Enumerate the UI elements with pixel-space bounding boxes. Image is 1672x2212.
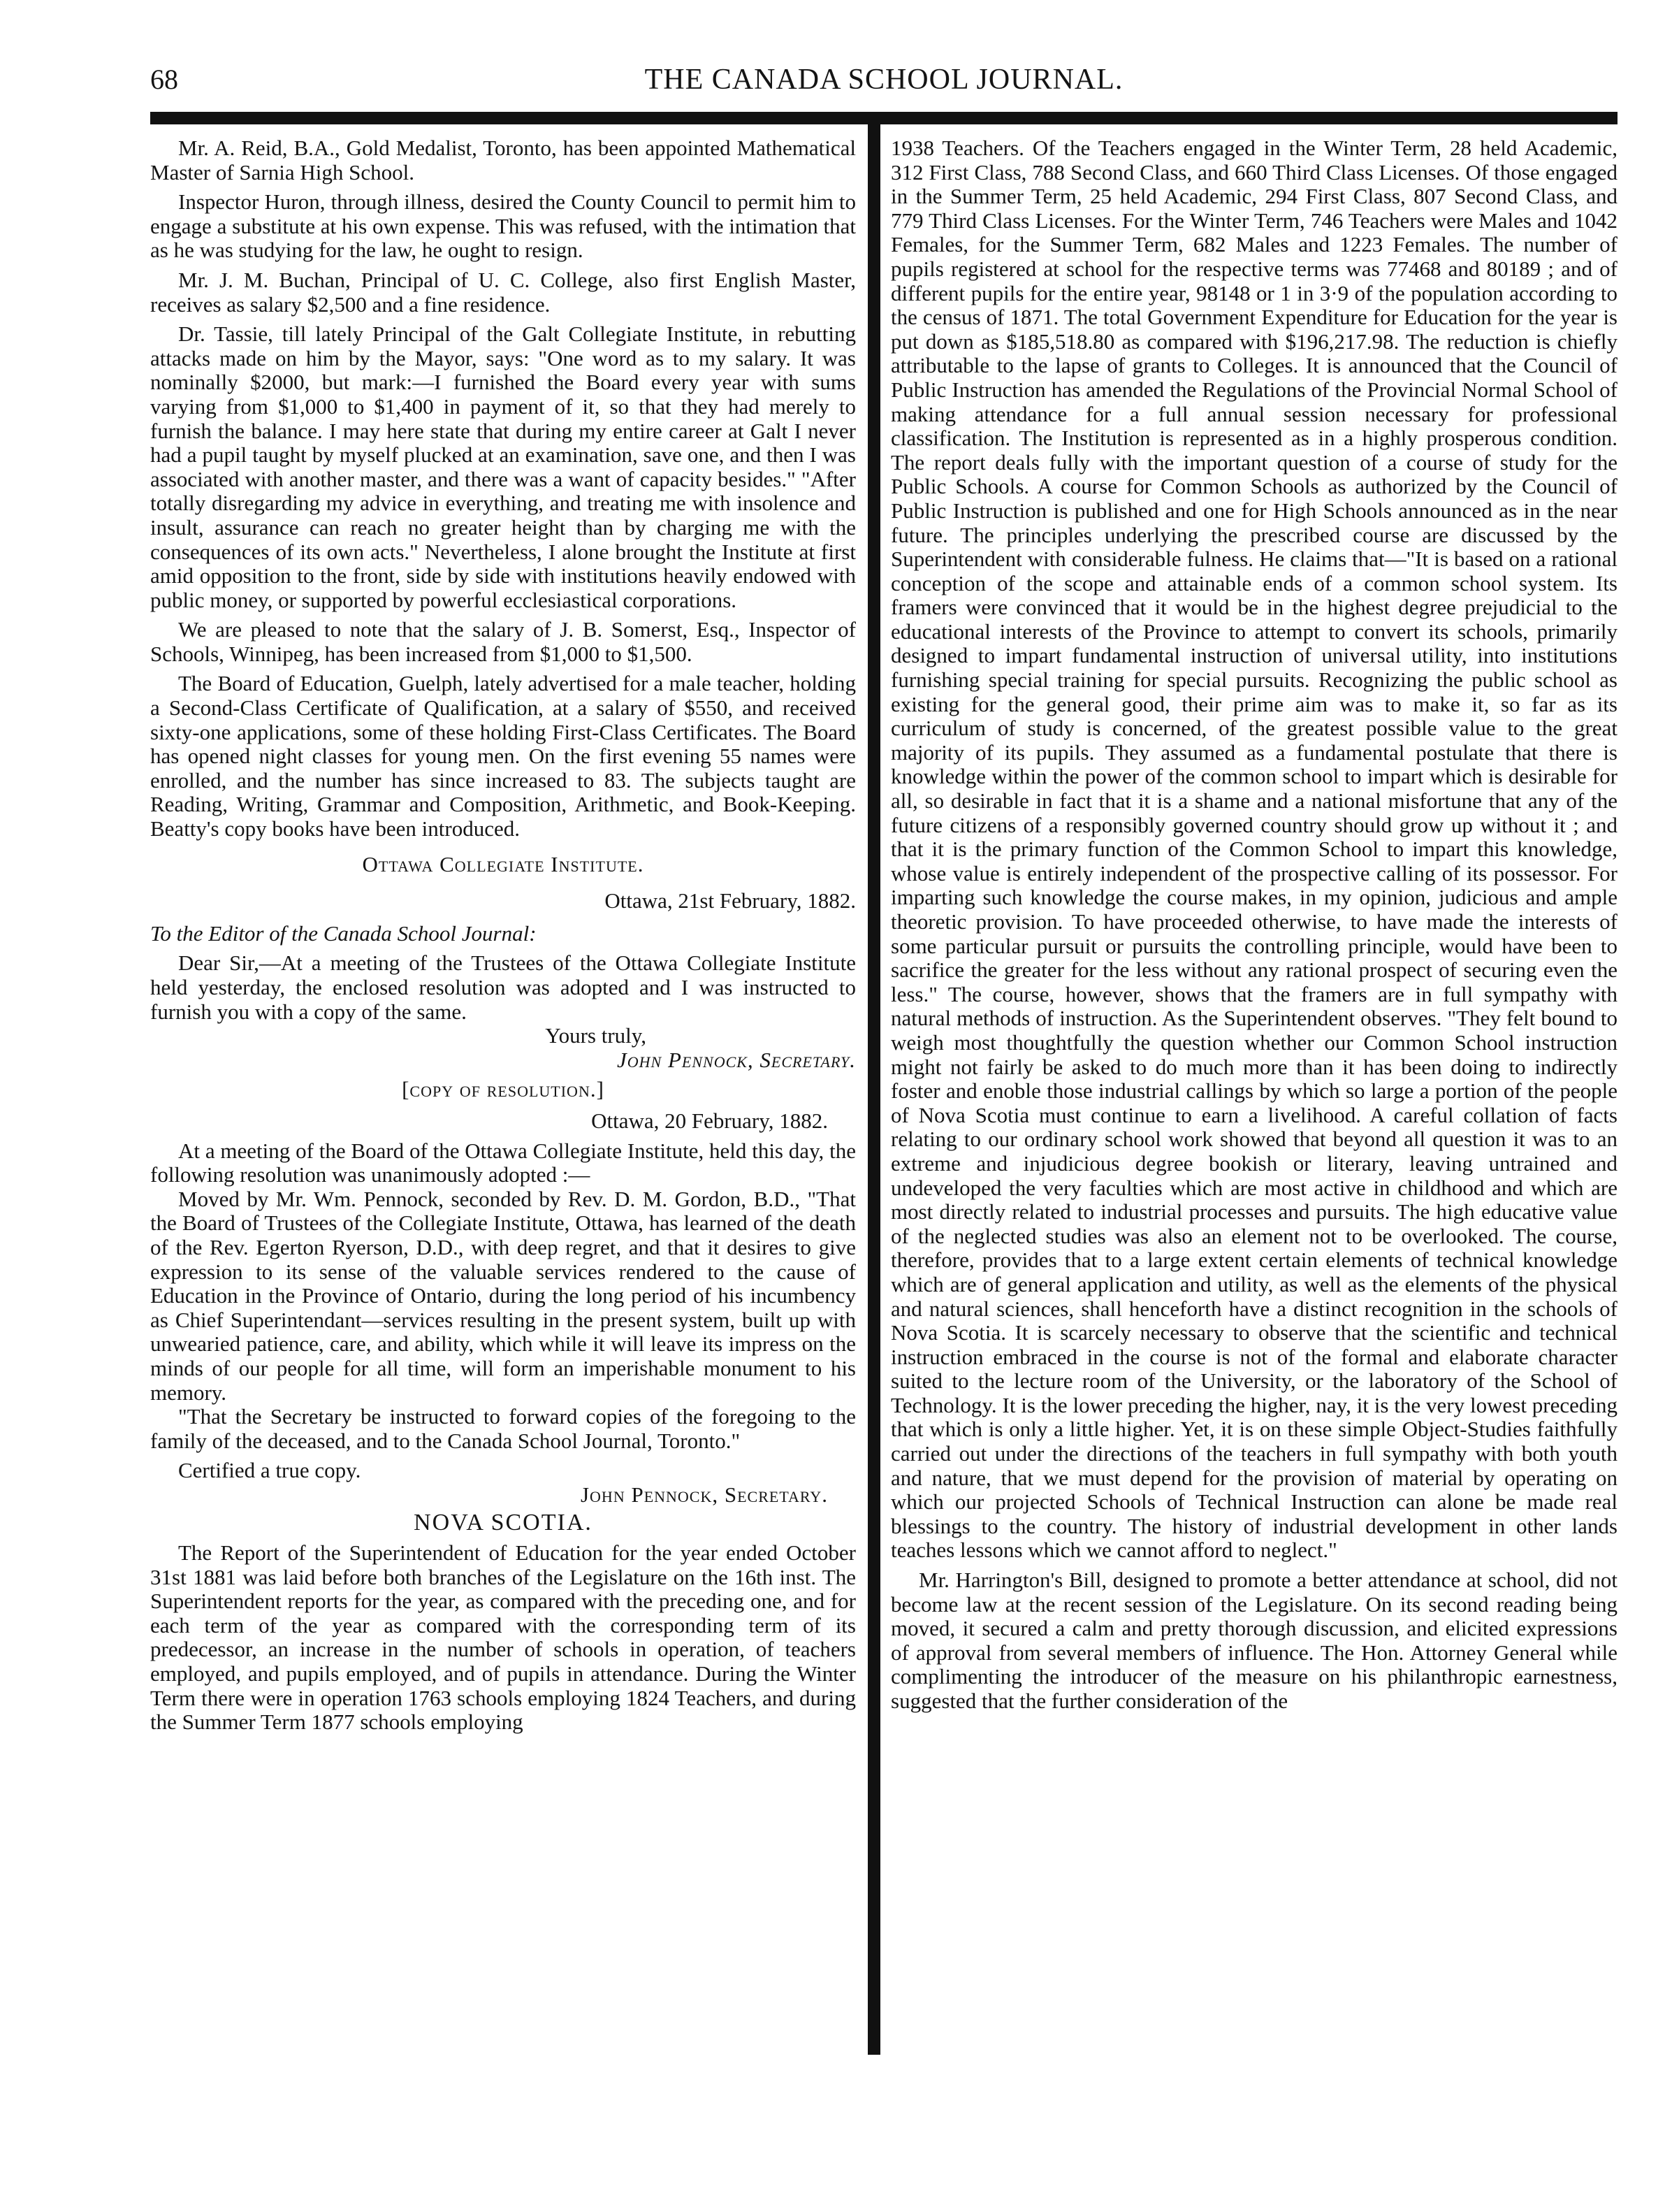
left-column (150, 136, 856, 1735)
signature-2: John Pennock, Secretary. (580, 1482, 828, 1507)
resolution-text-2: "That the Secretary be instructed to forward copies of the foregoing to the family of the deceased, and to the Canada School Journal, Toronto." (150, 1404, 856, 1453)
paragraph-nova-report: The Report of the Superintendent of Education for the year ended October 31st 1881 was laid before both branches of the Legislature on the 16th inst. The Superintendent reports for the year, as compared with the preceding one, and for each term of the year as compared with the corresponding term of its predecessor, an increase in the number of schools in operation, of teachers employed, and pupils employed, and of pupils in attendance. During the Winter Term there were in operation 1763 schools employing 1824 Teachers, and during the Summer Term 1877 schools employing (150, 1540, 856, 1735)
paragraph-harrington: Mr. Harrington's Bill, designed to promote a better attendance at school, did not become law at the recent session of the Legislature. On its second reading being moved, it secured a calm and pretty thorough discussion, and elicited expressions of approval from several members of influence. The Hon. Attorney General while complimenting the introducer of the measure on his philanthropic earnestness, suggested that the further consideration of the (891, 1568, 1618, 1713)
paragraph-nova-continued: 1938 Teachers. Of the Teachers engaged in the Winter Term, 28 held Academic, 312 First Class, 788 Second Class, and 660 Third Class Licenses. Of those engaged in the Summer Term, 25 held Academic, 294 First Class, 807 Second Class, and 779 Third Class Licenses. For the Winter Term, 746 Teachers were Males and 1042 Females, for the Summer Term, 682 Males and 1223 Females. The number of pupils registered at school for the respective terms was 77468 and 80189 ; and of different pupils for the entire year, 98148 or 1 in 3·9 of the population according to the census of 1871. The total Government Expenditure for Education for the year is put down as $185,518.80 as compared with $196,217.98. The reduction is chiefly attributable to the lapse of grants to Colleges. It is announced that the Council of Public Instruction has amended the Regulations of the Provincial Normal School of making attendance for a full annual session necessary for professional classification. The Institution is represented as in a highly prosperous condition. The report deals fully with the important question of a course of study for the Public Schools. A course for Common Schools as authorized by the Council of Public Instruction is published and one for High Schools announced as in the near future. The principles underlying the prescribed course are discussed by the Superintendent with considerable fulness. He claims that—"It is based on a rational conception of the scope and attainable ends of a common school system. Its framers were convinced that it would be in the highest degree prejudicial to the educational interests of the Province to attempt to convert its schools, primarily designed to impart fundamental instruction of universal utility, into institutions furnishing special training for special pursuits. Recognizing the public school as existing for the general good, their prime aim was to make it, so far as its curriculum of study is concerned, of the greatest possible value to the great majority of its pupils. They assumed as a fundamental postulate that there is knowledge within the power of the common school to impart which is desirable for all, so desirable in fact that it is a shame and a national misfortune that any of the future citizens of a responsibly governed country should grow up without it ; and that it is the primary function of the Common School to impart this knowledge, whose value is entirely independent of the prospective calling of its possessor. For imparting such knowledge the course makes, in my opinion, judicious and ample theoretic provision. To have proceeded otherwise, to have made the interests of some particular pursuit or pursuits the controlling principle, would have been to sacrifice the greater for the less without any rational prospect of securing even the less." The course, however, shows that the framers are in full sympathy with natural methods of instruction. As the Superintendent observes. "They felt bound to weigh most thoughtfully the question whether our Common School instruction might not fairly be asked to do much more than it has been doing to indirectly foster and enoble those industrial callings by which so large a portion of the people of Nova Scotia must continue to earn a livelihood. A careful collation of facts relating to our ordinary school work showed that beyond all question it was to an extreme and injudicious degree bookish or literary, leaving untrained and undeveloped the very faculties which are most active in childhood and which are most directly related to industrial processes and pursuits. The high educative value of the neglected studies was also an element not to be overlooked. The course, therefore, provides that to a large extent certain elements of technical knowledge which are of general application and utility, as well as the elements of the physical and natural sciences, shall henceforth have a distinct recognition in the schools of Nova Scotia. It is scarcely necessary to observe that the scientific and technical instruction embraced in the course is not of the formal and elaborate character suited to the lecture room of the University, or the laboratory of the School of Technology. It is the lower preceding the higher, nay, it is the very lowest preceding that which is only a little higher. Yet, it is on these simple Object-Studies faithfully carried out under the directions of the teachers in full sympathy with both youth and nature, that we must depend for the provision of material by operating on which our projected Schools of Technical Instruction can alone be made real blessings to the country. The history of industrial development in other lands teaches lessons which we cannot afford to neglect." (891, 136, 1618, 1563)
paragraph-somerst: We are pleased to note that the salary of J. B. Somerst, Esq., Inspector of Schools, Winnipeg, has been increased from $1,000 to $1,500. (150, 617, 856, 666)
letter-address: To the Editor of the Canada School Journal: (150, 920, 537, 946)
ottawa-heading: Ottawa Collegiate Institute. (362, 851, 644, 876)
letter-closing: Yours truly, (545, 1023, 646, 1048)
nova-scotia-heading: NOVA SCOTIA. (414, 1510, 593, 1536)
resolution-intro: At a meeting of the Board of the Ottawa Collegiate Institute, held this day, the following resolution was unanimously adopted :— (150, 1138, 856, 1187)
letter-body: Dear Sir,—At a meeting of the Trustees of the Ottawa Collegiate Institute held yesterday, the enclosed resolution was adopted and I was instructed to furnish you with a copy of the same. (150, 950, 856, 1024)
certified-line: Certified a true copy. (178, 1458, 361, 1483)
paragraph-reid: Mr. A. Reid, B.A., Gold Medalist, Toronto, has been appointed Mathematical Master of Sarnia High School. (150, 136, 856, 185)
copy-label: [copy of resolution.] (402, 1077, 604, 1102)
resolution-text: Moved by Mr. Wm. Pennock, seconded by Rev. D. M. Gordon, B.D., "That the Board of Trustees of the Collegiate Institute, Ottawa, has learned of the death of the Rev. Egerton Ryerson, D.D., with deep regret, and that it desires to give expression to its sense of the valuable services rendered to the cause of Education in the Province of Ontario, during the long period of his incumbency as Chief Superintendant—services resulting in the present system, built up with unwearied patience, care, and ability, which while it will leave its impress on the minds of our people for all time, will form an imperishable monument to his memory. (150, 1186, 856, 1405)
column-divider (868, 122, 880, 2055)
signature-1: John Pennock, Secretary. (617, 1047, 856, 1072)
header-rule (150, 112, 1618, 124)
right-column (891, 136, 1618, 1714)
dateline-1: Ottawa, 21st February, 1882. (604, 888, 856, 913)
page-header (150, 63, 1618, 105)
paragraph-inspector: Inspector Huron, through illness, desired the County Council to permit him to engage a substitute at his own expense. This was refused, with the intimation that as he was studying for the law, he ought to resign. (150, 189, 856, 263)
dateline-2: Ottawa, 20 February, 1882. (591, 1108, 828, 1133)
paragraph-guelph: The Board of Education, Guelph, lately advertised for a male teacher, holding a Second-Class Certificate of Qualification, at a salary of $550, and received sixty-one applications, some of these holding First-Class Certificates. The Board has opened night classes for young men. On the first evening 55 names were enrolled, and the number has since increased to 83. The subjects taught are Reading, Writing, Grammar and Composition, Arithmetic, and Book-Keeping. Beatty's copy books have been introduced. (150, 671, 856, 841)
journal-title: THE CANADA SCHOOL JOURNAL. (644, 64, 1124, 96)
paragraph-tassie: Dr. Tassie, till lately Principal of the Galt Collegiate Institute, in rebutting attacks made on him by the Mayor, says: "One word as to my salary. It was nominally $2000, but mark:—I furnished the Board every year with sums varying from $1,000 to $1,400 in payment of it, so that they had merely to furnish the balance. I may here state that during my entire career at Galt I never had a pupil taught by myself plucked at an examination, save one, and then I was associated with another master, and there was a want of capacity besides." "After totally disregarding my advice in everything, and treating me with insolence and insult, assurance can reach no greater height than by charging me with the consequences of its own acts." Nevertheless, I alone brought the Institute at first amid opposition to the front, side by side with institutions heavily endowed with public money, or supported by powerful ecclesiastical corporations. (150, 321, 856, 612)
paragraph-buchan: Mr. J. M. Buchan, Principal of U. C. College, also first English Master, receives as salary $2,500 and a fine residence. (150, 267, 856, 317)
page-number: 68 (150, 64, 178, 95)
